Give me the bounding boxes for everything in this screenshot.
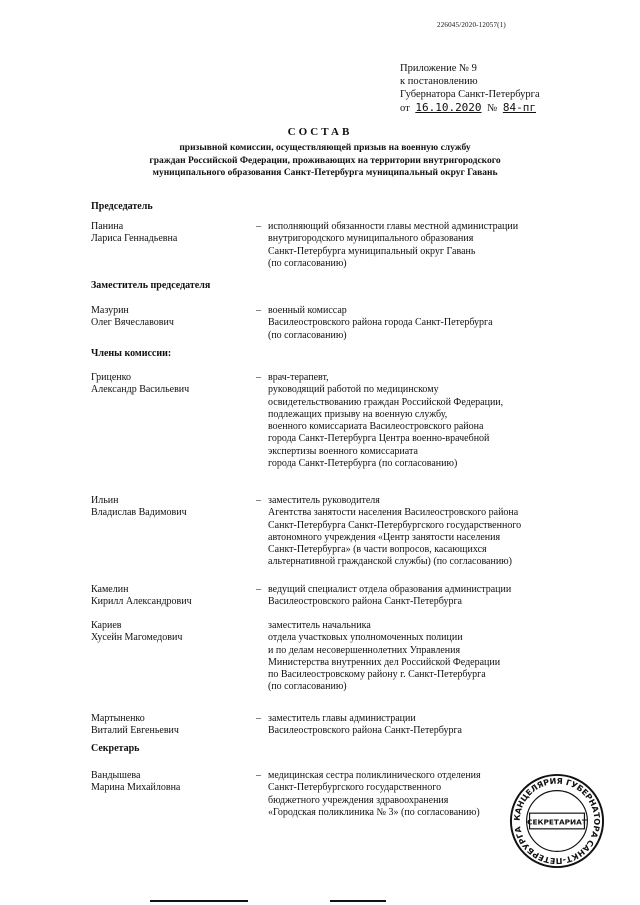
dash: – [256, 495, 261, 506]
stamp-ring-text: КАНЦЕЛЯРИЯ ГУБЕРНАТОРА САНКТ-ПЕТЕРБУРГА [512, 776, 602, 866]
member-name [91, 372, 251, 397]
position-line: города Санкт-Петербурга Центра военно-врачебной [268, 433, 490, 445]
section-deputy: Заместитель председателя [91, 280, 211, 291]
member-position [268, 495, 608, 569]
surname: Кариев [91, 620, 122, 631]
footer-rule [150, 900, 248, 902]
document-number: 226045/2020-12057(1) [437, 21, 506, 29]
position-line: медицинская сестра поликлинического отделения [268, 770, 481, 781]
subtitle-line: призывной комиссии, осуществляющей призыв на военную службу [179, 143, 471, 153]
surname: Камелин [91, 584, 129, 595]
member-position [268, 713, 608, 738]
decree-number: 84-пг [502, 101, 536, 114]
member-position [268, 620, 608, 694]
position-line: отдела участковых уполномоченных полиции [268, 632, 463, 644]
given-names: Марина Михайловна [91, 782, 181, 794]
surname: Гриценко [91, 372, 131, 383]
position-line: врач-терапевт, [268, 372, 329, 383]
position-line: (по согласованию) [268, 681, 347, 693]
member-name [91, 305, 251, 330]
position-line: внутригородского муниципального образования [268, 233, 474, 245]
position-line: Санкт-Петербурга» (в части вопросов, касающихся [268, 544, 487, 556]
position-line: подлежащих призыву на военную службу, [268, 408, 448, 420]
member-position [268, 372, 608, 470]
position-line: заместитель руководителя [268, 495, 380, 506]
position-line: Василеостровского района Санкт-Петербурга [268, 596, 462, 608]
position-line: экспертизы военного комиссариата [268, 445, 418, 457]
position-line: Министерства внутренних дел Российской Федерации [268, 656, 501, 668]
position-line: Санкт-Петербурга муниципальный округ Гавань [268, 245, 476, 257]
position-line: альтернативной гражданской службы) (по согласованию) [268, 556, 512, 568]
surname: Мартыненко [91, 713, 145, 724]
position-line: руководящий работой по медицинскому [268, 384, 439, 396]
position-line: «Городская поликлиника № 3» (по согласованию) [268, 806, 480, 818]
position-line: и по делам несовершеннолетних Управления [268, 644, 461, 656]
position-line: Санкт-Петербурга Санкт-Петербургского государственного [268, 519, 522, 531]
given-names: Александр Васильевич [91, 384, 190, 396]
surname: Мазурин [91, 305, 129, 316]
dash: – [256, 221, 261, 232]
subtitle-line: муниципального образования Санкт-Петербурга муниципальный округ Гавань [152, 168, 498, 178]
position-line: по Василеостровскому району г. Санкт-Петербурга [268, 669, 486, 681]
position-line: заместитель начальника [268, 620, 371, 631]
section-secretary: Секретарь [91, 743, 140, 754]
member-name [91, 620, 251, 645]
member-position [268, 221, 608, 270]
position-line: исполняющий обязанности главы местной администрации [268, 221, 519, 232]
given-names: Хусейн Магомедович [91, 632, 183, 644]
office-stamp-seal [508, 772, 606, 870]
position-line: военного комиссариата Василеостровского района [268, 421, 484, 433]
surname: Вандышева [91, 770, 141, 781]
member-name [91, 221, 251, 246]
member-name [91, 495, 251, 520]
position-line: заместитель главы администрации [268, 713, 416, 724]
position-line: освидетельствованию граждан Российской Федерации, [268, 396, 504, 408]
member-name [91, 584, 251, 609]
decree-date: 16.10.2020 [415, 101, 482, 114]
position-line: Санкт-Петербургского государственного [268, 782, 442, 794]
given-names: Лариса Геннадьевна [91, 233, 178, 245]
appendix-line-1: Приложение № 9 [400, 63, 477, 74]
position-line: Агентства занятости населения Василеостровского района [268, 507, 519, 519]
given-names: Олег Вячеславович [91, 317, 174, 329]
position-line: автономного учреждения «Центр занятости населения [268, 531, 501, 543]
dash: – [256, 305, 261, 316]
surname: Панина [91, 221, 124, 232]
member-name [91, 770, 251, 795]
section-chair: Председатель [91, 201, 153, 212]
document-title: СОСТАВ [287, 126, 353, 138]
member-position [268, 584, 608, 609]
position-line: города Санкт-Петербурга (по согласованию) [268, 458, 458, 470]
dash: – [256, 770, 261, 781]
member-name [91, 713, 251, 738]
given-names: Владислав Вадимович [91, 507, 187, 519]
appendix-date-line [400, 101, 540, 115]
subtitle-line: граждан Российской Федерации, проживающих на территории внутригородского [149, 155, 501, 166]
given-names: Виталий Евгеньевич [91, 725, 179, 737]
position-line: военный комиссар [268, 305, 347, 316]
dash: – [256, 584, 261, 595]
appendix-line-2: к постановлению [400, 76, 478, 87]
number-prefix: № [487, 103, 498, 114]
position-line: ведущий специалист отдела образования администрации [268, 584, 512, 595]
position-line: (по согласованию) [268, 329, 347, 341]
position-line: бюджетного учреждения здравоохранения [268, 794, 449, 806]
member-position [268, 305, 608, 342]
position-line: (по согласованию) [268, 257, 347, 269]
document-subtitle [90, 142, 560, 180]
footer-rule [330, 900, 386, 902]
appendix-line-3: Губернатора Санкт-Петербурга [400, 89, 540, 100]
appendix-block [400, 62, 540, 115]
stamp-center-text: СЕКРЕТАРИАТ [527, 817, 587, 827]
section-members: Члены комиссии: [91, 348, 172, 359]
position-line: Василеостровского района Санкт-Петербурга [268, 725, 462, 737]
given-names: Кирилл Александрович [91, 596, 192, 608]
dash: – [256, 372, 261, 383]
surname: Ильин [91, 495, 119, 506]
date-prefix: от [400, 103, 410, 114]
position-line: Василеостровского района города Санкт-Петербурга [268, 317, 493, 329]
dash: – [256, 713, 261, 724]
